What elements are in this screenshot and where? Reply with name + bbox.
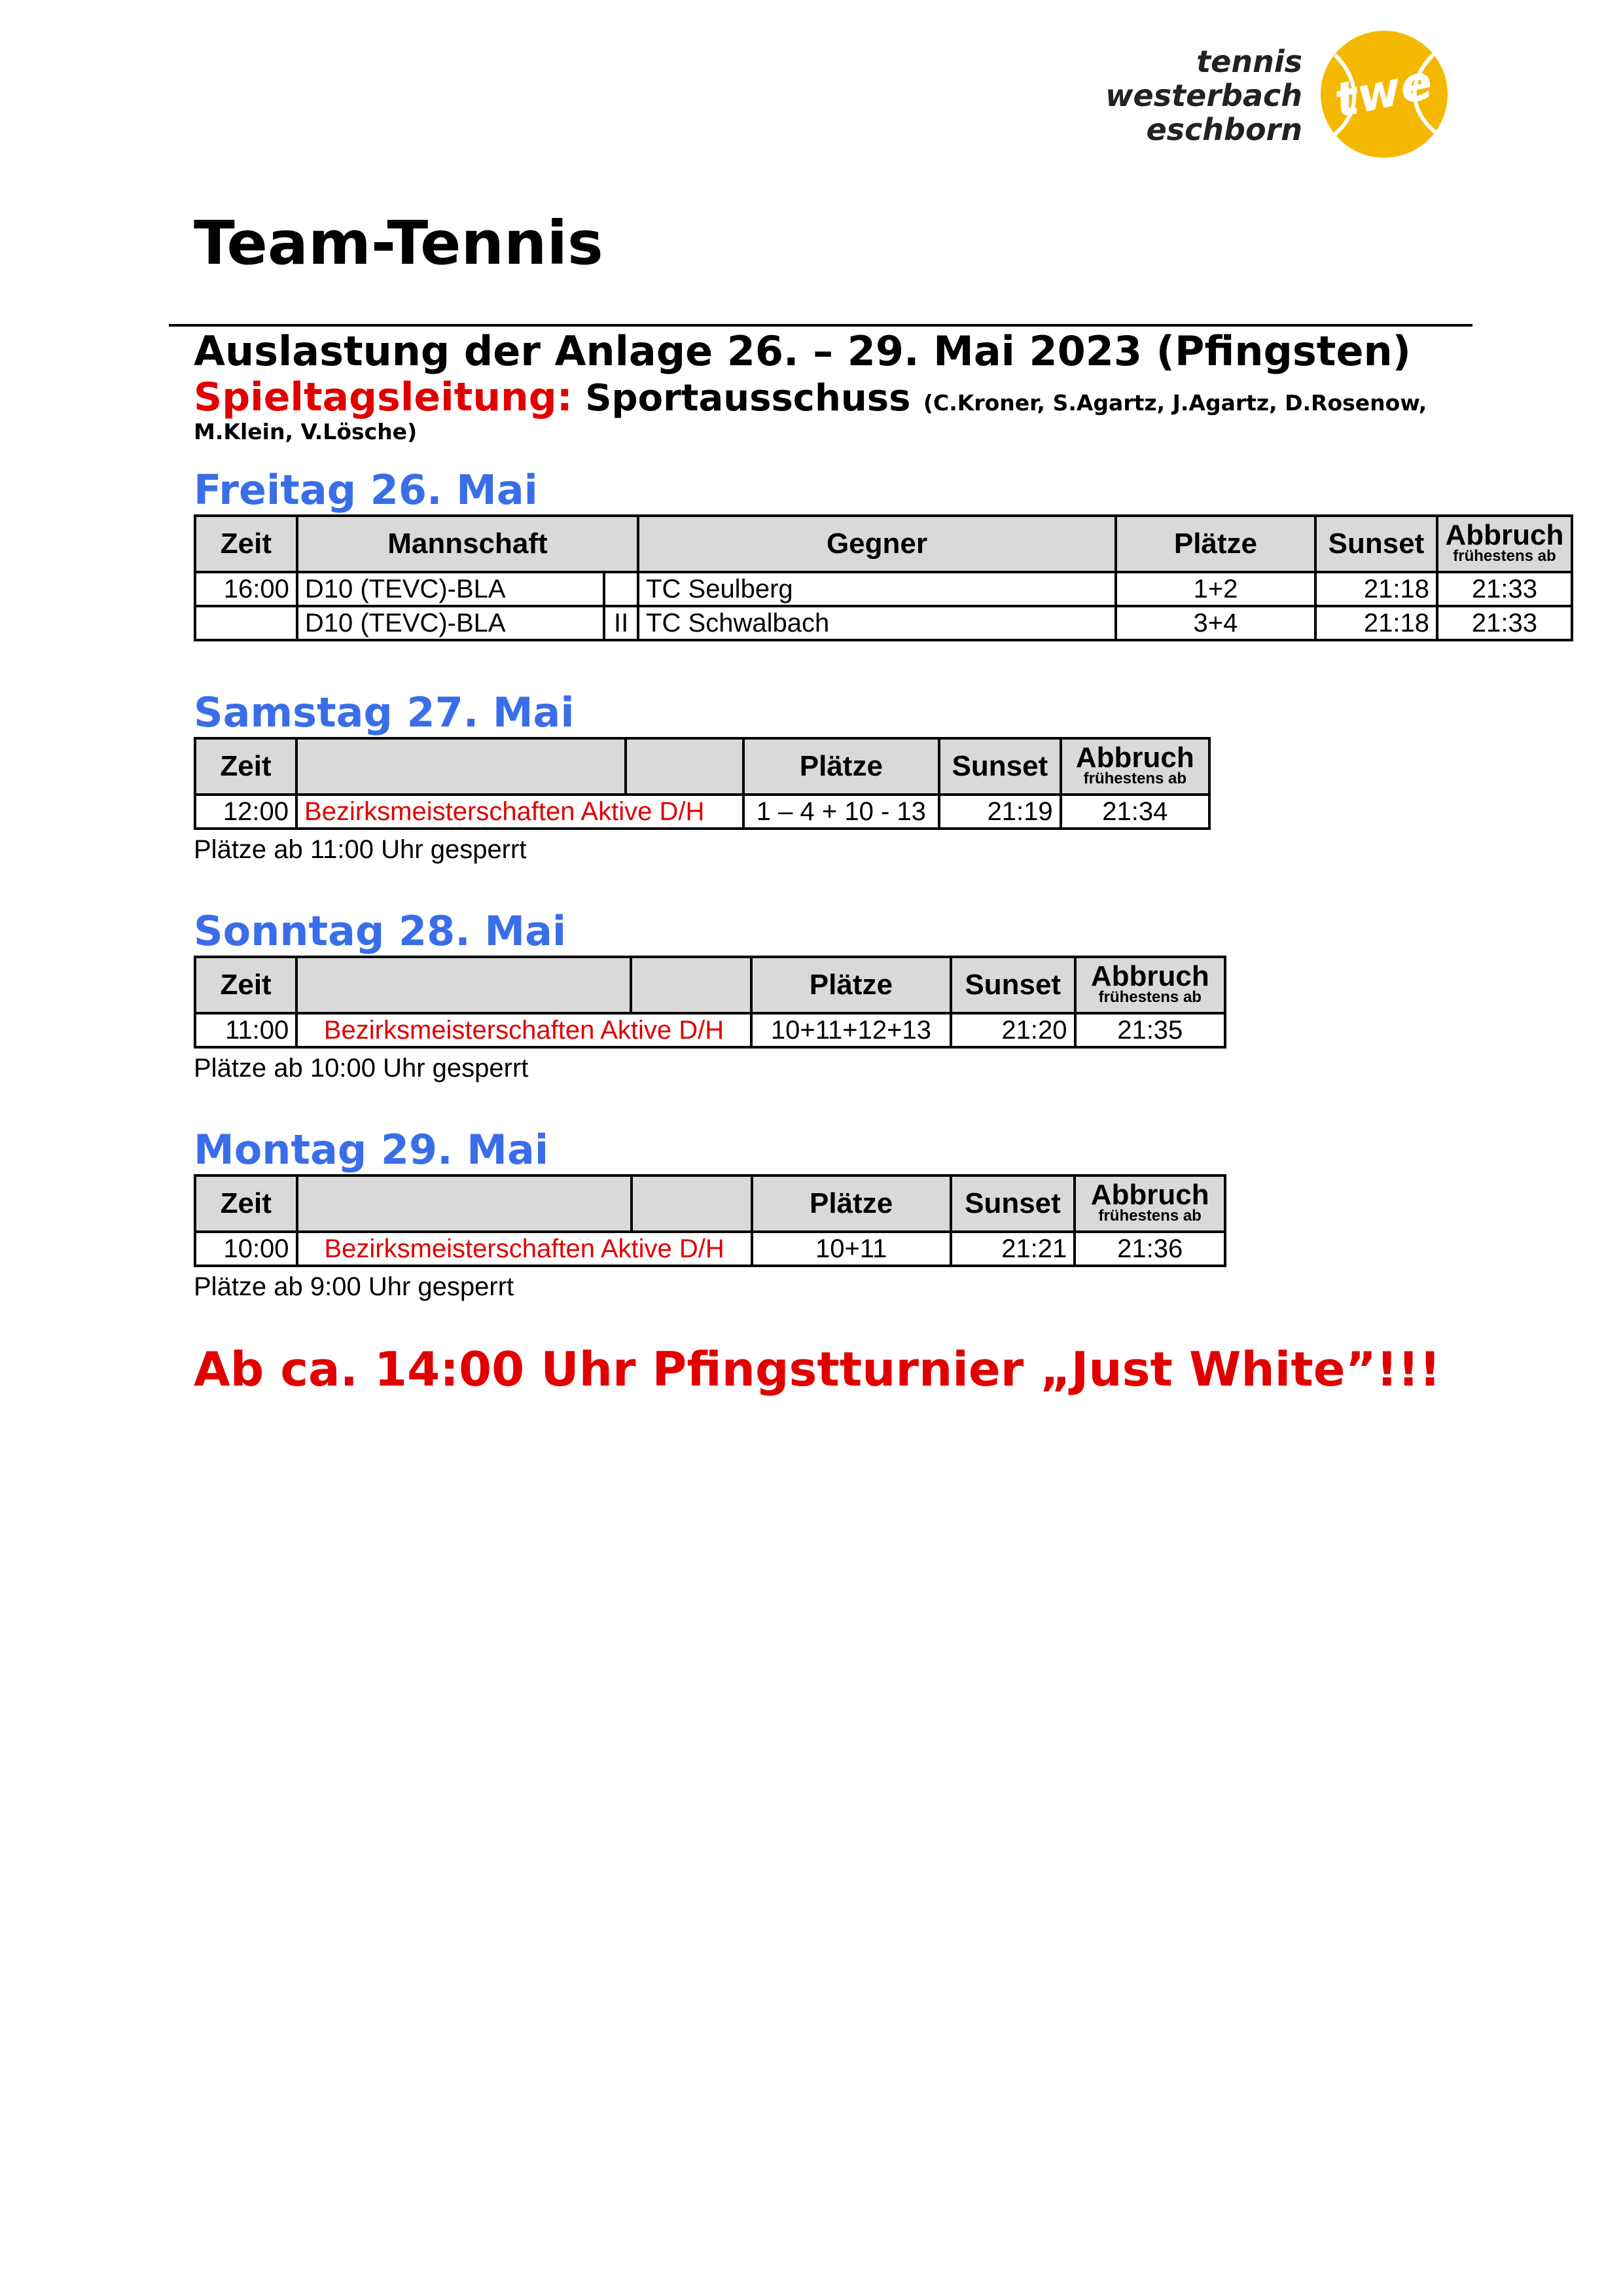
col-header-plaetze: Plätze	[751, 957, 951, 1013]
col-header-empty	[297, 1175, 632, 1232]
table-header-row	[195, 738, 1209, 795]
leitung-label: Spieltagsleitung:	[194, 374, 573, 420]
cell-gegner: TC Seulberg	[638, 572, 1116, 606]
tournament-announcement: Ab ca. 14:00 Uhr Pfingstturnier „Just White”!!!	[194, 1342, 1441, 1397]
table-row	[195, 1232, 1225, 1266]
col-header-zeit: Zeit	[195, 516, 297, 572]
cell-zeit: 11:00	[195, 1013, 296, 1047]
logo-line-3: eschborn	[1146, 112, 1302, 147]
day-heading-freitag: Freitag 26. Mai	[194, 466, 538, 514]
col-header-empty	[296, 738, 626, 795]
cell-plaetze: 1+2	[1116, 572, 1315, 606]
col-header-zeit: Zeit	[195, 957, 296, 1013]
closure-note: Plätze ab 10:00 Uhr gesperrt	[194, 1054, 529, 1083]
table-row	[195, 1013, 1225, 1047]
day-heading-samstag: Samstag 27. Mai	[194, 689, 575, 736]
cell-abbruch: 21:33	[1437, 572, 1572, 606]
table-header-row	[195, 1175, 1225, 1232]
schedule-table-samstag	[194, 737, 1211, 830]
table-header-row	[195, 957, 1225, 1013]
cell-zeit	[195, 606, 297, 640]
schedule-table-sonntag	[194, 956, 1226, 1049]
col-header-sunset: Sunset	[951, 957, 1075, 1013]
cell-nr: II	[604, 606, 638, 640]
cell-abbruch: 21:34	[1061, 795, 1209, 829]
col-header-empty	[632, 1175, 752, 1232]
logo-line-1: tennis	[1196, 44, 1302, 79]
closure-note: Plätze ab 11:00 Uhr gesperrt	[194, 835, 527, 864]
col-header-abbruch: Abbruch frühestens ab	[1437, 516, 1572, 572]
cell-gegner: TC Schwalbach	[638, 606, 1116, 640]
table-header-row	[195, 516, 1572, 572]
cell-sunset: 21:18	[1315, 606, 1437, 640]
cell-zeit: 16:00	[195, 572, 297, 606]
col-header-zeit: Zeit	[195, 738, 296, 795]
leitung-members-b: M.Klein, V.Lösche)	[194, 419, 418, 444]
day-heading-sonntag: Sonntag 28. Mai	[194, 907, 567, 955]
leitung-name: Sportausschuss	[585, 377, 911, 420]
cell-plaetze: 10+11	[752, 1232, 951, 1266]
page-title: Team-Tennis	[194, 208, 603, 278]
cell-sunset: 21:20	[951, 1013, 1075, 1047]
page-subtitle: Auslastung der Anlage 26. – 29. Mai 2023 (Pfingsten)	[194, 327, 1411, 375]
title-rule	[169, 324, 1472, 327]
cell-mannschaft: D10 (TEVC)-BLA	[297, 572, 604, 606]
col-header-plaetze: Plätze	[1116, 516, 1315, 572]
leitung-members-a: (C.Kroner, S.Agartz, J.Agartz, D.Rosenow,	[923, 390, 1427, 416]
cell-plaetze: 3+4	[1116, 606, 1315, 640]
tennis-ball-logo-icon	[1315, 29, 1453, 160]
cell-event: Bezirksmeisterschaften Aktive D/H	[296, 795, 743, 829]
cell-plaetze: 10+11+12+13	[751, 1013, 951, 1047]
cell-abbruch: 21:33	[1437, 606, 1572, 640]
col-header-sunset: Sunset	[1315, 516, 1437, 572]
col-header-mannschaft: Mannschaft	[297, 516, 638, 572]
col-header-gegner: Gegner	[638, 516, 1116, 572]
schedule-table-montag	[194, 1174, 1226, 1267]
col-header-empty	[631, 957, 751, 1013]
col-header-plaetze: Plätze	[752, 1175, 951, 1232]
table-row	[195, 795, 1209, 829]
logo-line-2: westerbach	[1105, 78, 1302, 113]
cell-abbruch: 21:36	[1075, 1232, 1225, 1266]
leitung-line	[194, 374, 1427, 420]
col-header-plaetze: Plätze	[743, 738, 940, 795]
col-header-sunset: Sunset	[951, 1175, 1075, 1232]
cell-zeit: 12:00	[195, 795, 296, 829]
col-header-abbruch: Abbruch frühestens ab	[1061, 738, 1209, 795]
cell-sunset: 21:21	[951, 1232, 1075, 1266]
cell-nr	[604, 572, 638, 606]
schedule-table-freitag	[194, 514, 1573, 641]
table-row	[195, 606, 1572, 640]
col-header-abbruch: Abbruch frühestens ab	[1075, 1175, 1225, 1232]
cell-sunset: 21:18	[1315, 572, 1437, 606]
day-heading-montag: Montag 29. Mai	[194, 1126, 549, 1174]
closure-note: Plätze ab 9:00 Uhr gesperrt	[194, 1272, 514, 1301]
cell-event: Bezirksmeisterschaften Aktive D/H	[296, 1013, 751, 1047]
col-header-sunset: Sunset	[939, 738, 1061, 795]
cell-plaetze: 1 – 4 + 10 - 13	[743, 795, 940, 829]
col-header-abbruch: Abbruch frühestens ab	[1075, 957, 1225, 1013]
logo-text	[1105, 45, 1302, 147]
cell-event: Bezirksmeisterschaften Aktive D/H	[297, 1232, 752, 1266]
cell-abbruch: 21:35	[1075, 1013, 1225, 1047]
col-header-empty	[626, 738, 743, 795]
table-row	[195, 572, 1572, 606]
cell-zeit: 10:00	[195, 1232, 297, 1266]
col-header-empty	[296, 957, 631, 1013]
cell-mannschaft: D10 (TEVC)-BLA	[297, 606, 604, 640]
col-header-zeit: Zeit	[195, 1175, 297, 1232]
cell-sunset: 21:19	[939, 795, 1061, 829]
logo-mark: twe	[1329, 54, 1437, 128]
